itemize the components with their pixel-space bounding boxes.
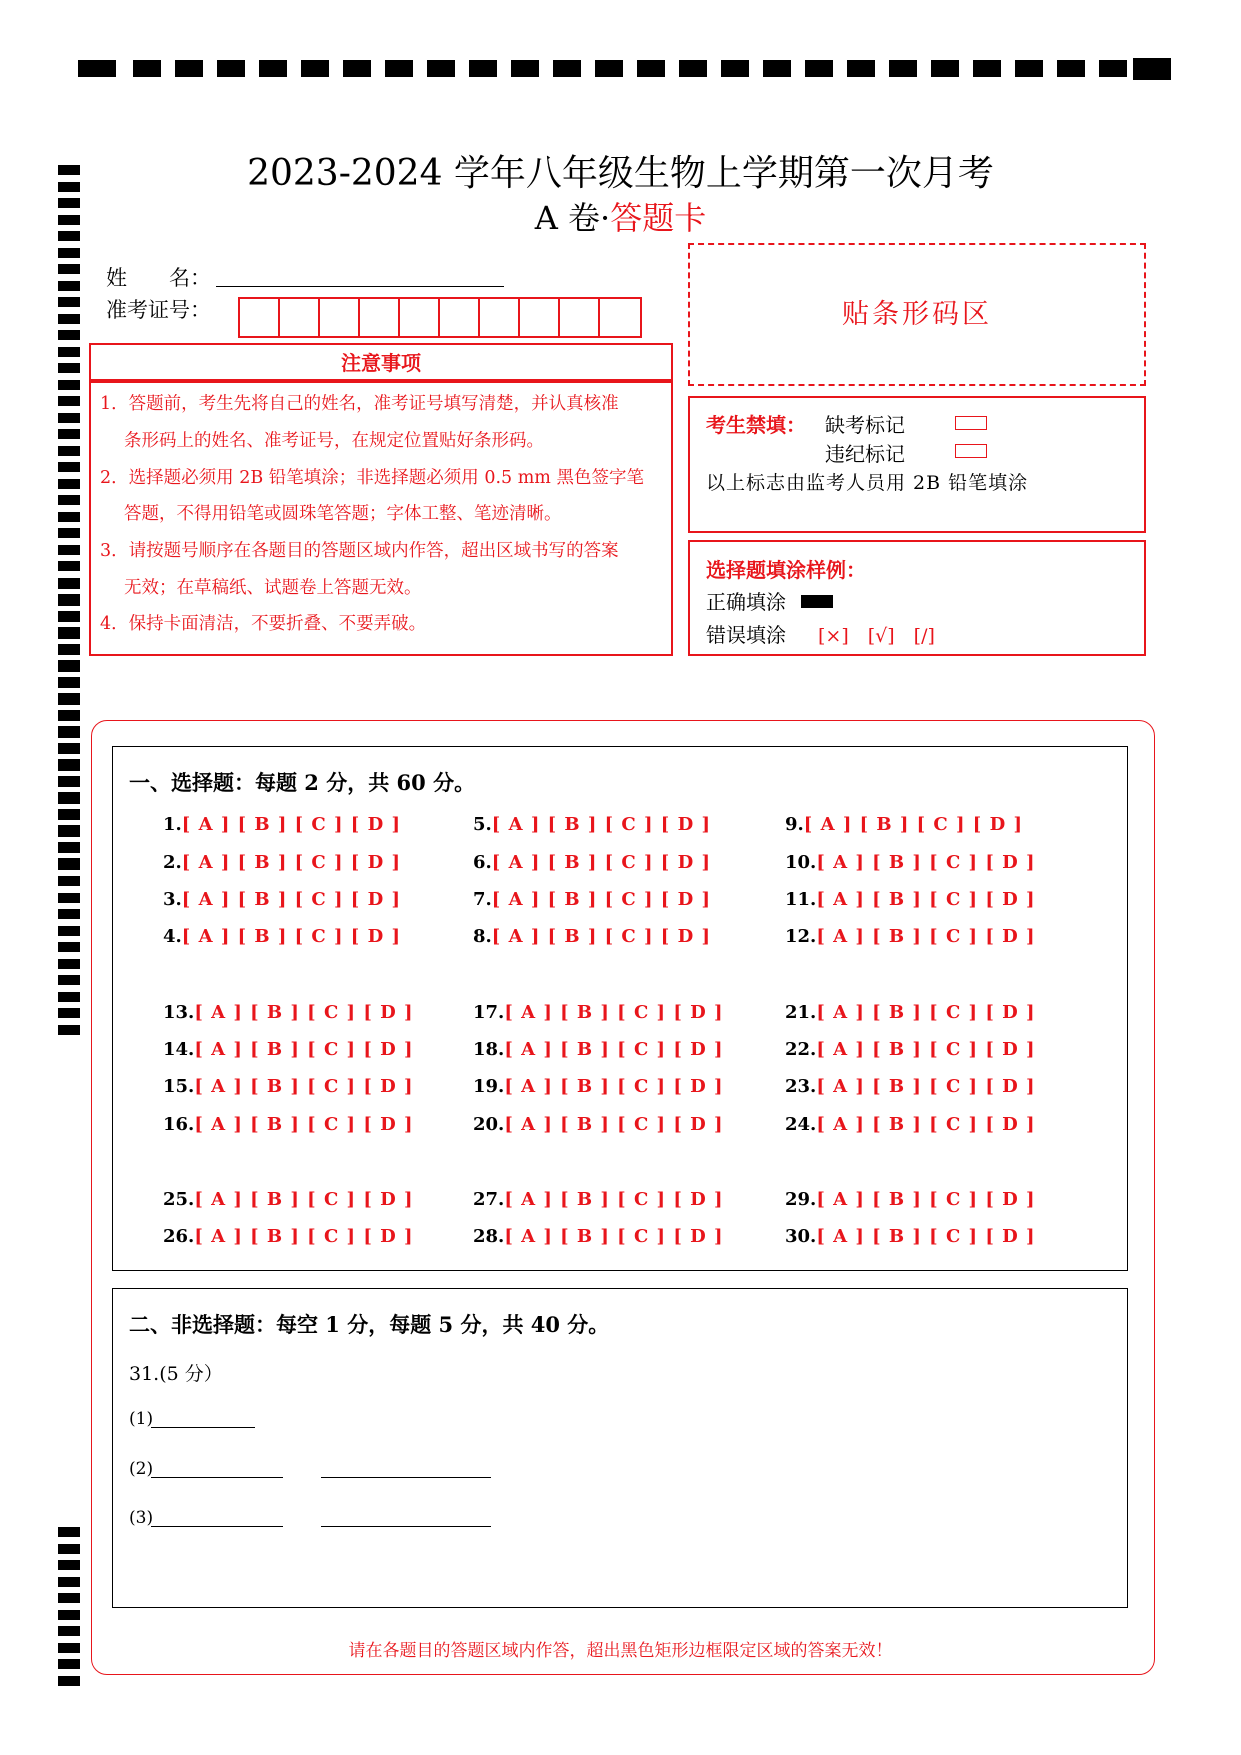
- subtitle-answer-card: 答题卡: [610, 199, 707, 237]
- page-title: 2023-2024 学年八年级生物上学期第一次月考: [247, 153, 994, 194]
- q31-label: 31.(5 分）: [129, 1363, 223, 1385]
- timing-mark: [931, 60, 959, 77]
- timing-mark: [58, 843, 80, 853]
- choice-question[interactable]: [473, 1189, 724, 1210]
- notice-title: 注意事项: [341, 351, 421, 375]
- choice-section-title: 一、选择题：每题 2 分，共 60 分。: [129, 770, 476, 795]
- choice-question[interactable]: [163, 852, 401, 873]
- id-digit-box[interactable]: [360, 299, 400, 336]
- question-number: 7.: [473, 889, 492, 910]
- timing-mark: [58, 1676, 80, 1686]
- answer-options[interactable]: [ A ] [ B ] [ C ] [ D ]: [816, 1114, 1036, 1135]
- question-number: 8.: [473, 926, 492, 947]
- answer-options[interactable]: [ A ] [ B ] [ C ] [ D ]: [491, 852, 711, 873]
- answer-options[interactable]: [ A ] [ B ] [ C ] [ D ]: [504, 1002, 724, 1023]
- id-digit-box[interactable]: [240, 299, 280, 336]
- choice-question[interactable]: [785, 889, 1036, 910]
- q31-part-3-blank-a[interactable]: [151, 1526, 283, 1527]
- timing-mark: [553, 60, 581, 77]
- answer-options[interactable]: [ A ] [ B ] [ C ] [ D ]: [504, 1076, 724, 1097]
- timing-mark: [763, 60, 791, 77]
- notice-item: 1．答题前，考生先将自己的姓名，准考证号填写清楚，并认真核准: [100, 394, 619, 414]
- question-number: 11.: [785, 889, 817, 910]
- timing-mark: [58, 1577, 80, 1587]
- timing-mark: [847, 60, 875, 77]
- id-digit-box[interactable]: [400, 299, 440, 336]
- timing-mark: [58, 695, 80, 705]
- timing-mark: [58, 761, 80, 771]
- choice-question[interactable]: [785, 1039, 1036, 1060]
- footer-note: 请在各题目的答题区域内作答，超出黑色矩形边框限定区域的答案无效！: [348, 1641, 893, 1661]
- timing-mark: [58, 1593, 80, 1603]
- question-number: 22.: [785, 1039, 817, 1060]
- timing-mark: [343, 60, 371, 77]
- timing-mark: [58, 396, 80, 406]
- q31-part-1-blank[interactable]: [151, 1427, 255, 1428]
- answer-options[interactable]: [ A ] [ B ] [ C ] [ D ]: [491, 814, 711, 835]
- timing-mark: [58, 992, 80, 1002]
- timing-mark: [58, 462, 80, 472]
- timing-mark: [58, 297, 80, 307]
- timing-mark: [58, 363, 80, 373]
- question-number: 12.: [785, 926, 817, 947]
- q31-part-2-label: (2): [129, 1459, 154, 1479]
- answer-options[interactable]: [ A ] [ B ] [ C ] [ D ]: [194, 1076, 414, 1097]
- question-number: 10.: [785, 852, 817, 873]
- correct-fill-label: 正确填涂: [706, 590, 786, 614]
- choice-question[interactable]: [473, 1114, 724, 1135]
- forbidden-note: 以上标志由监考人员用 2B 铅笔填涂: [706, 472, 1029, 494]
- absent-mark-label: 缺考标记: [825, 413, 905, 437]
- timing-mark: [58, 413, 80, 423]
- choice-question[interactable]: [785, 852, 1036, 873]
- timing-mark: [58, 959, 80, 969]
- timing-mark: [259, 60, 287, 77]
- id-digit-box[interactable]: [480, 299, 520, 336]
- timing-mark: [58, 662, 80, 672]
- choice-question[interactable]: [473, 852, 711, 873]
- choice-question[interactable]: [473, 1226, 724, 1247]
- timing-mark: [58, 479, 80, 489]
- choice-question[interactable]: [785, 1226, 1036, 1247]
- timing-mark: [58, 876, 80, 886]
- timing-mark: [427, 60, 455, 77]
- question-number: 16.: [163, 1114, 195, 1135]
- question-number: 25.: [163, 1189, 195, 1210]
- timing-mark: [58, 1544, 80, 1554]
- question-number: 6.: [473, 852, 492, 873]
- timing-mark: [58, 728, 80, 738]
- choice-question[interactable]: [473, 1039, 724, 1060]
- timing-mark: [175, 60, 203, 77]
- choice-question[interactable]: [163, 814, 401, 835]
- timing-mark: [58, 446, 80, 456]
- timing-mark: [58, 528, 80, 538]
- timing-mark: [511, 60, 539, 77]
- answer-options[interactable]: [ A ] [ B ] [ C ] [ D ]: [194, 1039, 414, 1060]
- timing-mark: [58, 596, 80, 606]
- timing-mark: [1133, 58, 1171, 80]
- timing-mark: [58, 330, 80, 340]
- barcode-label: 贴条形码区: [842, 299, 992, 330]
- barcode-area: [688, 243, 1146, 386]
- question-number: 23.: [785, 1076, 817, 1097]
- exam-id-label: 准考证号：: [106, 298, 211, 322]
- forbidden-label: 考生禁填：: [706, 413, 806, 437]
- question-number: 28.: [473, 1226, 505, 1247]
- timing-mark: [721, 60, 749, 77]
- answer-options[interactable]: [ A ] [ B ] [ C ] [ D ]: [816, 1189, 1036, 1210]
- name-field[interactable]: [216, 268, 504, 287]
- choice-question[interactable]: [163, 1226, 414, 1247]
- id-digit-box[interactable]: [280, 299, 320, 336]
- question-number: 5.: [473, 814, 492, 835]
- timing-mark: [217, 60, 245, 77]
- timing-mark: [58, 1025, 80, 1035]
- notice-header: [89, 343, 673, 381]
- timing-mark: [58, 495, 80, 505]
- choice-question[interactable]: [473, 1002, 724, 1023]
- answer-options[interactable]: [ A ] [ B ] [ C ] [ D ]: [194, 1114, 414, 1135]
- notice-item: 3．请按题号顺序在各题目的答题区域内作答，超出区域书写的答案: [100, 541, 619, 561]
- timing-mark: [58, 314, 80, 324]
- answer-options[interactable]: [ A ] [ B ] [ C ] [ D ]: [181, 889, 401, 910]
- question-number: 27.: [473, 1189, 505, 1210]
- timing-mark: [58, 579, 80, 589]
- timing-mark: [637, 60, 665, 77]
- timing-mark: [133, 60, 161, 77]
- q31-part-3-blank-b[interactable]: [321, 1526, 491, 1527]
- choice-question[interactable]: [473, 926, 711, 947]
- timing-mark: [58, 1560, 80, 1570]
- timing-mark: [58, 827, 80, 837]
- question-number: 29.: [785, 1189, 817, 1210]
- question-number: 14.: [163, 1039, 195, 1060]
- timing-mark: [58, 926, 80, 936]
- answer-options[interactable]: [ A ] [ B ] [ C ] [ D ]: [816, 889, 1036, 910]
- choice-question[interactable]: [163, 889, 401, 910]
- absent-mark-box[interactable]: [955, 416, 987, 430]
- timing-mark: [595, 60, 623, 77]
- question-number: 13.: [163, 1002, 195, 1023]
- choice-question[interactable]: [163, 926, 401, 947]
- violation-mark-label: 违纪标记: [825, 442, 905, 466]
- q31-part-3-label: (3): [129, 1508, 154, 1528]
- notice-item: 4．保持卡面清洁，不要折叠、不要弄破。: [100, 614, 427, 634]
- exam-id-boxes[interactable]: [238, 297, 642, 338]
- question-number: 17.: [473, 1002, 505, 1023]
- question-number: 3.: [163, 889, 182, 910]
- q31-part-1-label: (1): [129, 1409, 154, 1429]
- timing-mark: [58, 545, 80, 555]
- answer-options[interactable]: [ A ] [ B ] [ C ] [ D ]: [194, 1189, 414, 1210]
- answer-options[interactable]: [ A ] [ B ] [ C ] [ D ]: [181, 852, 401, 873]
- timing-mark: [58, 1527, 80, 1537]
- timing-mark: [58, 909, 80, 919]
- timing-mark: [58, 629, 80, 639]
- choice-question[interactable]: [473, 814, 711, 835]
- timing-mark: [58, 777, 80, 787]
- answer-options[interactable]: [ A ] [ B ] [ C ] [ D ]: [816, 1039, 1036, 1060]
- choice-question[interactable]: [163, 1076, 414, 1097]
- timing-mark: [805, 60, 833, 77]
- violation-mark-box[interactable]: [955, 444, 987, 458]
- question-number: 26.: [163, 1226, 195, 1247]
- timing-mark: [58, 942, 80, 952]
- id-digit-box[interactable]: [520, 299, 560, 336]
- choice-question[interactable]: [785, 1189, 1036, 1210]
- wrong-fill-label: 错误填涂: [706, 623, 786, 647]
- choice-question[interactable]: [163, 1002, 414, 1023]
- notice-item: 条形码上的姓名、准考证号，在规定位置贴好条形码。: [124, 431, 544, 451]
- question-number: 2.: [163, 852, 182, 873]
- question-number: 19.: [473, 1076, 505, 1097]
- timing-mark: [385, 60, 413, 77]
- answer-options[interactable]: [ A ] [ B ] [ C ] [ D ]: [181, 814, 401, 835]
- timing-mark: [58, 512, 80, 522]
- notice-item: 无效；在草稿纸、试题卷上答题无效。: [124, 578, 422, 598]
- timing-mark: [58, 794, 80, 804]
- choice-question[interactable]: [785, 1002, 1036, 1023]
- answer-options[interactable]: [ A ] [ B ] [ C ] [ D ]: [816, 1076, 1036, 1097]
- name-label: 姓 名：: [106, 266, 211, 290]
- subtitle-prefix: A 卷·: [534, 199, 611, 237]
- timing-mark: [58, 1610, 80, 1620]
- answer-options[interactable]: [ A ] [ B ] [ C ] [ D ]: [816, 1226, 1036, 1247]
- fill-example-box: [688, 540, 1146, 656]
- timing-mark: [889, 60, 917, 77]
- question-number: 18.: [473, 1039, 505, 1060]
- timing-mark: [58, 248, 80, 258]
- question-number: 21.: [785, 1002, 817, 1023]
- timing-mark: [58, 975, 80, 985]
- id-digit-box[interactable]: [560, 299, 600, 336]
- timing-mark: [58, 678, 80, 688]
- timing-mark: [1099, 60, 1127, 77]
- timing-mark: [973, 60, 1001, 77]
- question-number: 20.: [473, 1114, 505, 1135]
- answer-options[interactable]: [ A ] [ B ] [ C ] [ D ]: [816, 1002, 1036, 1023]
- answer-options[interactable]: [ A ] [ B ] [ C ] [ D ]: [491, 889, 711, 910]
- id-digit-box[interactable]: [440, 299, 480, 336]
- question-number: 24.: [785, 1114, 817, 1135]
- timing-mark: [301, 60, 329, 77]
- forbidden-box: [688, 396, 1146, 533]
- page-subtitle: [0, 193, 1241, 239]
- timing-mark: [78, 60, 116, 77]
- timing-mark: [58, 1626, 80, 1636]
- answer-options[interactable]: [ A ] [ B ] [ C ] [ D ]: [504, 1226, 724, 1247]
- question-number: 1.: [163, 814, 182, 835]
- timing-mark: [58, 711, 80, 721]
- choice-question[interactable]: [785, 814, 1023, 835]
- id-digit-box[interactable]: [320, 299, 360, 336]
- choice-question[interactable]: [163, 1189, 414, 1210]
- answer-options[interactable]: [ A ] [ B ] [ C ] [ D ]: [194, 1002, 414, 1023]
- question-number: 9.: [785, 814, 804, 835]
- notice-item: 2．选择题必须用 2B 铅笔填涂；非选择题必须用 0.5 mm 黑色签字笔: [100, 468, 644, 488]
- id-digit-box[interactable]: [600, 299, 640, 336]
- answer-options[interactable]: [ A ] [ B ] [ C ] [ D ]: [504, 1114, 724, 1135]
- non-choice-section-title: 二、非选择题：每空 1 分，每题 5 分，共 40 分。: [129, 1312, 610, 1337]
- timing-mark: [58, 1008, 80, 1018]
- timing-mark: [1057, 60, 1085, 77]
- choice-question[interactable]: [163, 1114, 414, 1135]
- answer-options[interactable]: [ A ] [ B ] [ C ] [ D ]: [181, 926, 401, 947]
- choice-question[interactable]: [785, 926, 1036, 947]
- timing-mark: [58, 380, 80, 390]
- timing-mark: [58, 744, 80, 754]
- answer-options[interactable]: [ A ] [ B ] [ C ] [ D ]: [194, 1226, 414, 1247]
- q31-part-2-blank-a[interactable]: [151, 1477, 283, 1478]
- choice-question[interactable]: [785, 1076, 1036, 1097]
- timing-mark: [58, 281, 80, 291]
- timing-mark: [58, 645, 80, 655]
- non-choice-section: [112, 1288, 1128, 1608]
- timing-mark: [58, 810, 80, 820]
- answer-options[interactable]: [ A ] [ B ] [ C ] [ D ]: [504, 1189, 724, 1210]
- timing-mark: [469, 60, 497, 77]
- timing-mark: [58, 429, 80, 439]
- correct-fill-sample: [801, 595, 833, 608]
- fill-example-label: 选择题填涂样例：: [706, 558, 866, 582]
- choice-question[interactable]: [473, 889, 711, 910]
- answer-options[interactable]: [ A ] [ B ] [ C ] [ D ]: [803, 814, 1023, 835]
- timing-mark: [679, 60, 707, 77]
- timing-mark: [58, 561, 80, 571]
- choice-question[interactable]: [785, 1114, 1036, 1135]
- notice-item: 答题，不得用铅笔或圆珠笔答题；字体工整、笔迹清晰。: [124, 504, 562, 524]
- choice-question[interactable]: [163, 1039, 414, 1060]
- timing-mark: [58, 860, 80, 870]
- timing-mark: [1015, 60, 1043, 77]
- timing-mark: [58, 264, 80, 274]
- timing-mark: [58, 612, 80, 622]
- question-number: 15.: [163, 1076, 195, 1097]
- answer-options[interactable]: [ A ] [ B ] [ C ] [ D ]: [491, 926, 711, 947]
- q31-part-2-blank-b[interactable]: [321, 1477, 491, 1478]
- timing-mark: [58, 893, 80, 903]
- question-number: 30.: [785, 1226, 817, 1247]
- answer-options[interactable]: [ A ] [ B ] [ C ] [ D ]: [816, 926, 1036, 947]
- answer-options[interactable]: [ A ] [ B ] [ C ] [ D ]: [816, 852, 1036, 873]
- wrong-fill-samples: [×] [√] [/]: [818, 625, 935, 647]
- timing-mark: [58, 347, 80, 357]
- notice-box: [89, 381, 673, 656]
- question-number: 4.: [163, 926, 182, 947]
- answer-options[interactable]: [ A ] [ B ] [ C ] [ D ]: [504, 1039, 724, 1060]
- choice-question[interactable]: [473, 1076, 724, 1097]
